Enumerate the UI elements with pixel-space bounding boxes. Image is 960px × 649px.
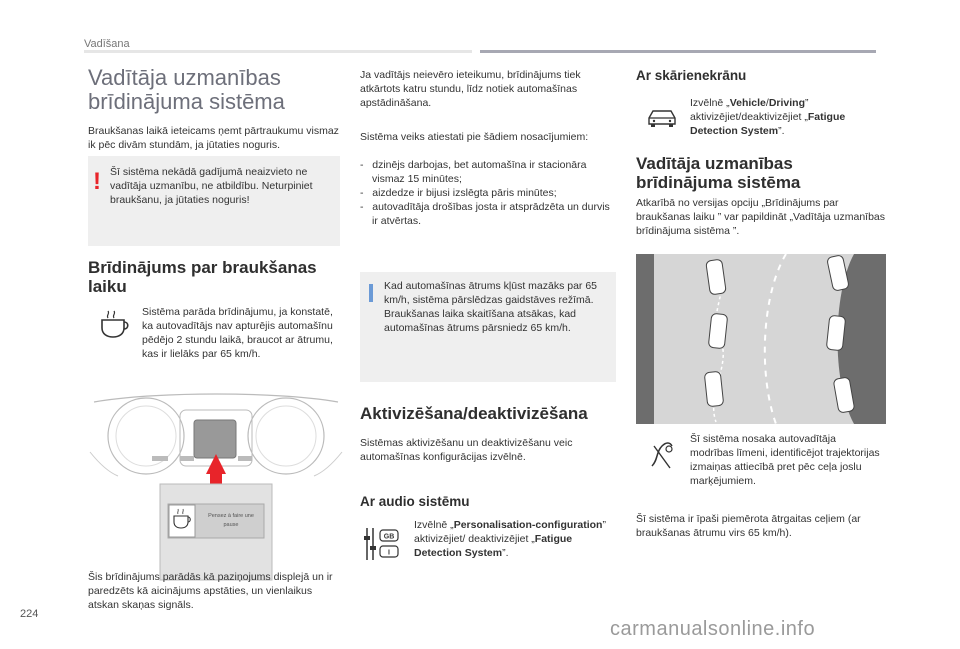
audio-instructions: Izvēlnē „Personalisation-configuration” aktivizējiet/ deaktivizējiet „Fatigue Detection System”. (414, 519, 606, 559)
car-icon (646, 106, 678, 133)
coffee-cup-icon (98, 310, 134, 345)
info-box (360, 272, 616, 382)
gb-label: GB (383, 533, 395, 541)
lane-trajectory-illustration (636, 254, 886, 424)
header-divider-right (480, 50, 876, 53)
warning-icon: ! (93, 168, 101, 195)
reset-conditions-intro: Sistēma veiks atiestati pie šādiem nosacījumiem: (360, 131, 589, 143)
touchscreen-title: Ar skārienekrānu (636, 68, 747, 83)
display-message-line1: Pensez à faire une (208, 513, 254, 519)
section-title-driving-time: Brīdinājums par braukšanas laiku (88, 258, 317, 296)
repeat-warning-text: Ja vadītājs neievēro ieteikumu, brīdinājums tiek atkārtots katru stundu, līdz notiek automašīnas apstādināšana. (360, 69, 581, 109)
section-label: Vadīšana (84, 38, 130, 50)
list-item: - aizdedze ir bijusi izslēgta pāris minūtes; (360, 187, 557, 199)
page-title: Vadītāja uzmanības brīdinājuma sistēma (88, 65, 285, 114)
reset-conditions-list (360, 158, 616, 228)
i-label: I (388, 549, 390, 557)
activation-title: Aktivizēšana/deaktivizēšana (360, 404, 588, 423)
attention-intro: Atkarībā no versijas opciju „Brīdinājums par braukšanas laiku ” var papildināt „Vadītāja uzmanības brīdinājuma sistēma ”. (636, 197, 886, 237)
section-driving-time (88, 258, 344, 296)
warning-display-text: Šis brīdinājums parādās kā paziņojums displejā un ir paredzēts kā aicinājums apstāties, un vienlaikus atskan skaņas signāls. (88, 571, 333, 611)
audio-settings-icon (362, 524, 402, 569)
info-icon (369, 284, 373, 302)
instrument-cluster-illustration (88, 392, 344, 582)
highway-suitability-text: Šī sistēma ir īpaši piemērota ātrgaitas ceļiem (ar braukšanas ātrumu virs 65 km/h). (636, 513, 861, 539)
lane-detection-desc: Šī sistēma nosaka autovadītāja modrības līmeni, identificējot trajektorijas izmaiņas attiecībā pret pēc ceļa joslu marķējumiem. (690, 433, 880, 487)
list-item: - autovadītāja drošības josta ir atsprādzēta un durvis ir atvērtas. (360, 201, 610, 227)
activation-text: Sistēmas aktivizēšanu un deaktivizēšanu veic automašīnas konfigurācijas izvēlnē. (360, 437, 573, 463)
page-number: 224 (20, 608, 39, 620)
list-item: - dzinējs darbojas, bet automašīna ir stacionāra vismaz 15 minūtes; (360, 159, 587, 185)
intro-text: Braukšanas laikā ieteicams ņemt pārtraukumu vismaz ik pēc divām stundām, ja jūtaties noguris. (88, 125, 339, 151)
column-left (88, 66, 344, 152)
driving-time-desc: Sistēma parāda brīdinājumu, ja konstatē, ka autovadītājs nav apturējis automašīnu pēdējo 2 stundu laikā, braucot ar ātrumu, kas ir lielāks par 65 km/h. (142, 306, 333, 360)
warning-text: Šī sistēma nekādā gadījumā neaizvieto ne vadītāja uzmanību, ne atbildību. Neturpiniet braukšanu, ja jūtaties noguris! (110, 166, 313, 206)
header-divider-left (84, 50, 472, 53)
audio-system-title: Ar audio sistēmu (360, 494, 470, 509)
section-title-attention: Vadītāja uzmanības brīdinājuma sistēma (636, 154, 801, 192)
info-text: Kad automašīnas ātrums kļūst mazāks par 65 km/h, sistēma pārslēdzas gaidstāves režīmā. Braukšanas laika skaitīšana atsākas, kad automašīnas ātrums pārsniedz 65 km/h. (384, 280, 598, 334)
lane-detection-icon (648, 440, 678, 475)
display-message-line2: pause (223, 522, 239, 528)
touchscreen-instructions: Izvēlnē „Vehicle/Driving” aktivizējiet/deaktivizējiet „Fatigue Detection System”. (690, 97, 846, 137)
watermark: carmanualsonline.info (610, 618, 816, 640)
warning-box (88, 156, 340, 246)
